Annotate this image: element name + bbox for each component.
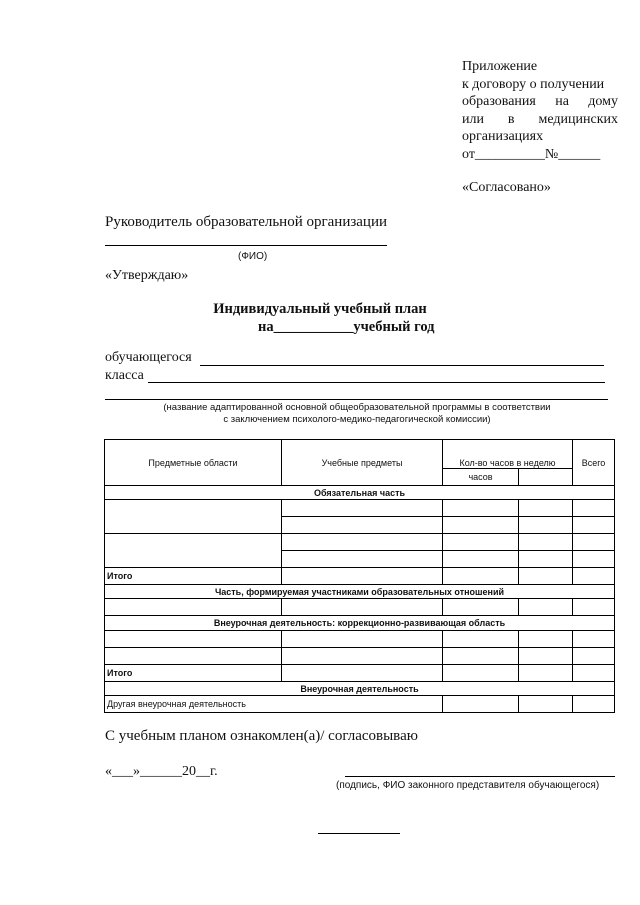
table-cell[interactable] bbox=[105, 534, 282, 568]
table-cell[interactable] bbox=[443, 665, 519, 682]
table-cell[interactable] bbox=[519, 469, 573, 486]
table-cell[interactable] bbox=[573, 568, 615, 585]
plan-title: Индивидуальный учебный план bbox=[213, 301, 427, 317]
class-field[interactable] bbox=[148, 382, 605, 383]
table-row bbox=[105, 599, 615, 616]
table-cell[interactable] bbox=[573, 648, 615, 665]
table-cell[interactable] bbox=[105, 599, 282, 616]
table-cell[interactable] bbox=[443, 568, 519, 585]
header-areas: Предметные области bbox=[105, 440, 282, 486]
itogo-label: Итого bbox=[105, 568, 282, 585]
table-cell[interactable] bbox=[443, 500, 519, 517]
appendix-line: или в медицинских bbox=[462, 111, 618, 127]
table-cell[interactable] bbox=[105, 648, 282, 665]
table-cell[interactable] bbox=[519, 631, 573, 648]
table-cell[interactable] bbox=[105, 631, 282, 648]
head-title: Руководитель образовательной организации bbox=[105, 214, 388, 230]
table-cell[interactable] bbox=[519, 517, 573, 534]
table-header-row bbox=[105, 440, 615, 469]
itogo-label: Итого bbox=[105, 665, 282, 682]
head-signature-line[interactable] bbox=[105, 245, 387, 246]
table-cell[interactable] bbox=[519, 696, 573, 713]
table-cell[interactable] bbox=[573, 599, 615, 616]
table-cell[interactable] bbox=[519, 648, 573, 665]
section-mandatory: Обязательная часть bbox=[105, 486, 615, 500]
header-total: Всего bbox=[573, 440, 615, 486]
table-cell[interactable] bbox=[519, 500, 573, 517]
table-cell[interactable] bbox=[443, 534, 519, 551]
table-cell[interactable] bbox=[519, 665, 573, 682]
table-cell[interactable] bbox=[282, 648, 443, 665]
table-cell[interactable] bbox=[443, 696, 519, 713]
header-hours-sub: часов bbox=[443, 469, 519, 486]
table-cell[interactable] bbox=[282, 500, 443, 517]
section-participants: Часть, формируемая участниками образовательных отношений bbox=[105, 585, 615, 599]
table-cell[interactable] bbox=[573, 696, 615, 713]
table-cell[interactable] bbox=[105, 500, 282, 534]
agreed-label: «Согласовано» bbox=[462, 180, 551, 195]
table-cell[interactable] bbox=[519, 599, 573, 616]
program-note-line: (название адаптированной основной общеобразовательной программы в соответствии bbox=[163, 402, 551, 413]
section-row bbox=[105, 616, 615, 631]
table-row bbox=[105, 568, 615, 585]
student-label: обучающегося bbox=[105, 350, 192, 365]
table-cell[interactable] bbox=[573, 500, 615, 517]
approve-label: «Утверждаю» bbox=[105, 268, 189, 283]
plan-subtitle: на___________учебный год bbox=[258, 319, 435, 335]
table-cell[interactable] bbox=[573, 631, 615, 648]
table-cell[interactable] bbox=[443, 551, 519, 568]
table-cell[interactable] bbox=[443, 599, 519, 616]
table-cell[interactable] bbox=[519, 551, 573, 568]
header-hours: Кол-во часов в неделю bbox=[443, 440, 573, 469]
appendix-line: Приложение bbox=[462, 59, 538, 74]
table-row bbox=[105, 500, 615, 517]
section-row bbox=[105, 682, 615, 696]
program-note bbox=[100, 402, 614, 426]
table-cell[interactable] bbox=[282, 599, 443, 616]
appendix-line: организациях bbox=[462, 129, 544, 144]
table-cell[interactable] bbox=[519, 568, 573, 585]
section-correction: Внеурочная деятельность: коррекционно-развивающая область bbox=[105, 616, 615, 631]
table-cell[interactable] bbox=[573, 665, 615, 682]
header-subjects: Учебные предметы bbox=[282, 440, 443, 486]
table-row bbox=[105, 665, 615, 682]
table-cell[interactable] bbox=[282, 568, 443, 585]
fio-caption: (ФИО) bbox=[238, 251, 268, 262]
table-cell[interactable] bbox=[282, 534, 443, 551]
section-row bbox=[105, 585, 615, 599]
acknowledgement-text: С учебным планом ознакомлен(а)/ согласовываю bbox=[105, 728, 418, 744]
program-note-line: с заключением психолого-медико-педагогической комиссии) bbox=[223, 414, 491, 425]
table-row bbox=[105, 631, 615, 648]
table-cell[interactable] bbox=[443, 517, 519, 534]
appendix-line: образования на дому bbox=[462, 94, 618, 109]
table-cell[interactable] bbox=[443, 631, 519, 648]
footnote-divider bbox=[318, 833, 400, 834]
table-cell[interactable] bbox=[573, 517, 615, 534]
table-row bbox=[105, 534, 615, 551]
section-row bbox=[105, 486, 615, 500]
section-extracurricular: Внеурочная деятельность bbox=[105, 682, 615, 696]
appendix-date-number[interactable]: от__________№______ bbox=[462, 146, 601, 162]
table-cell[interactable] bbox=[282, 551, 443, 568]
class-label: класса bbox=[105, 368, 144, 383]
appendix-block bbox=[462, 58, 618, 163]
table-row bbox=[105, 696, 615, 713]
table-cell[interactable] bbox=[282, 665, 443, 682]
program-field[interactable] bbox=[105, 399, 608, 400]
table-cell[interactable] bbox=[573, 534, 615, 551]
student-field[interactable] bbox=[200, 365, 604, 366]
table-cell[interactable] bbox=[573, 551, 615, 568]
signature-caption: (подпись, ФИО законного представителя обучающегося) bbox=[336, 780, 600, 791]
date-field[interactable]: «___»______20__г. bbox=[105, 764, 218, 779]
plan-table bbox=[104, 439, 615, 713]
table-cell[interactable] bbox=[282, 631, 443, 648]
signature-line[interactable] bbox=[345, 776, 615, 777]
appendix-line: к договору о получении bbox=[462, 76, 605, 92]
table-row bbox=[105, 648, 615, 665]
table-cell[interactable] bbox=[519, 534, 573, 551]
table-cell[interactable] bbox=[282, 517, 443, 534]
table-cell[interactable] bbox=[443, 648, 519, 665]
other-activity-label: Другая внеурочная деятельность bbox=[105, 696, 443, 713]
